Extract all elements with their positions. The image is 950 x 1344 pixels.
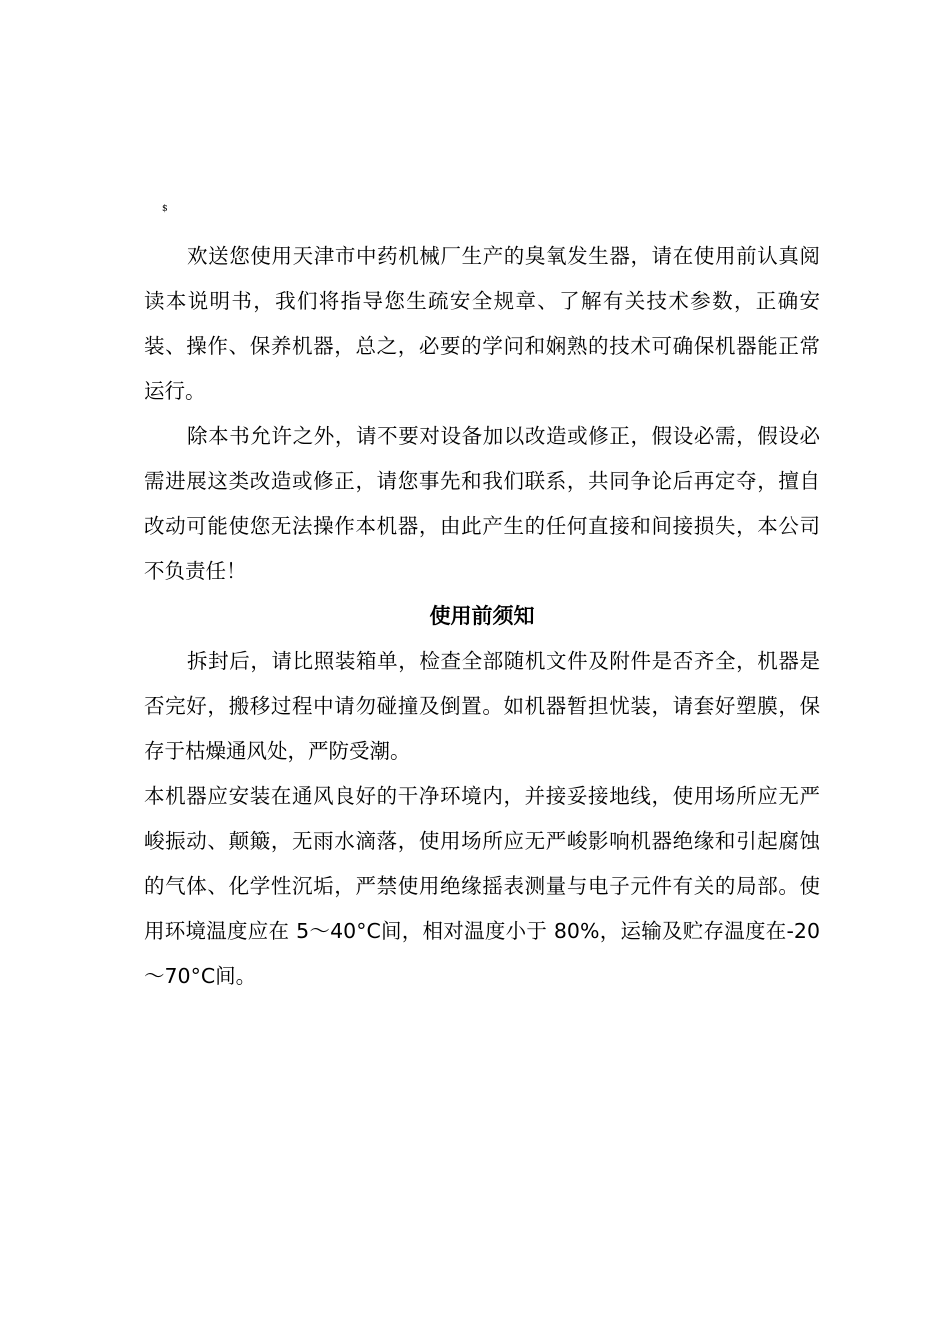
section-title: 使用前须知 (429, 604, 535, 628)
intro-paragraph-1: 欢送您使用天津市中药机械厂生产的臭氧发生器，请在使用前认真阅读本说明书，我们将指导您生疏安全规章、了解有关技术参数，正确安装、操作、保养机器，总之，必要的学问和娴熟的技术可确保机器能正常运行。 (144, 244, 820, 403)
intro-paragraph-2: 除本书允许之外，请不要对设备加以改造或修正，假设必需，假设必需进展这类改造或修正，请您事先和我们联系，共同争论后再定夺，擅自改动可能使您无法操作本机器，由此产生的任何直接和间接损失，本公司不负责任！ (144, 424, 820, 583)
document-body (144, 234, 820, 999)
section-paragraph-1: 拆封后，请比照装箱单，检查全部随机文件及附件是否齐全，机器是否完好，搬移过程中请勿碰撞及倒置。如机器暂担忧装，请套好塑膜，保存于枯燥通风处，严防受潮。 (144, 649, 820, 763)
page-marker: $ (162, 204, 168, 214)
section-paragraph-2: 本机器应安装在通风良好的干净环境内，并接妥接地线，使用场所应无严峻振动、颠簸，无雨水滴落，使用场所应无严峻影响机器绝缘和引起腐蚀的气体、化学性沉垢，严禁使用绝缘摇表测量与电子元件有关的局部。使用环境温度应在 5～40°C间，相对温度小于 80%，运输及贮存温度在-20～70°C间。 (144, 784, 820, 988)
